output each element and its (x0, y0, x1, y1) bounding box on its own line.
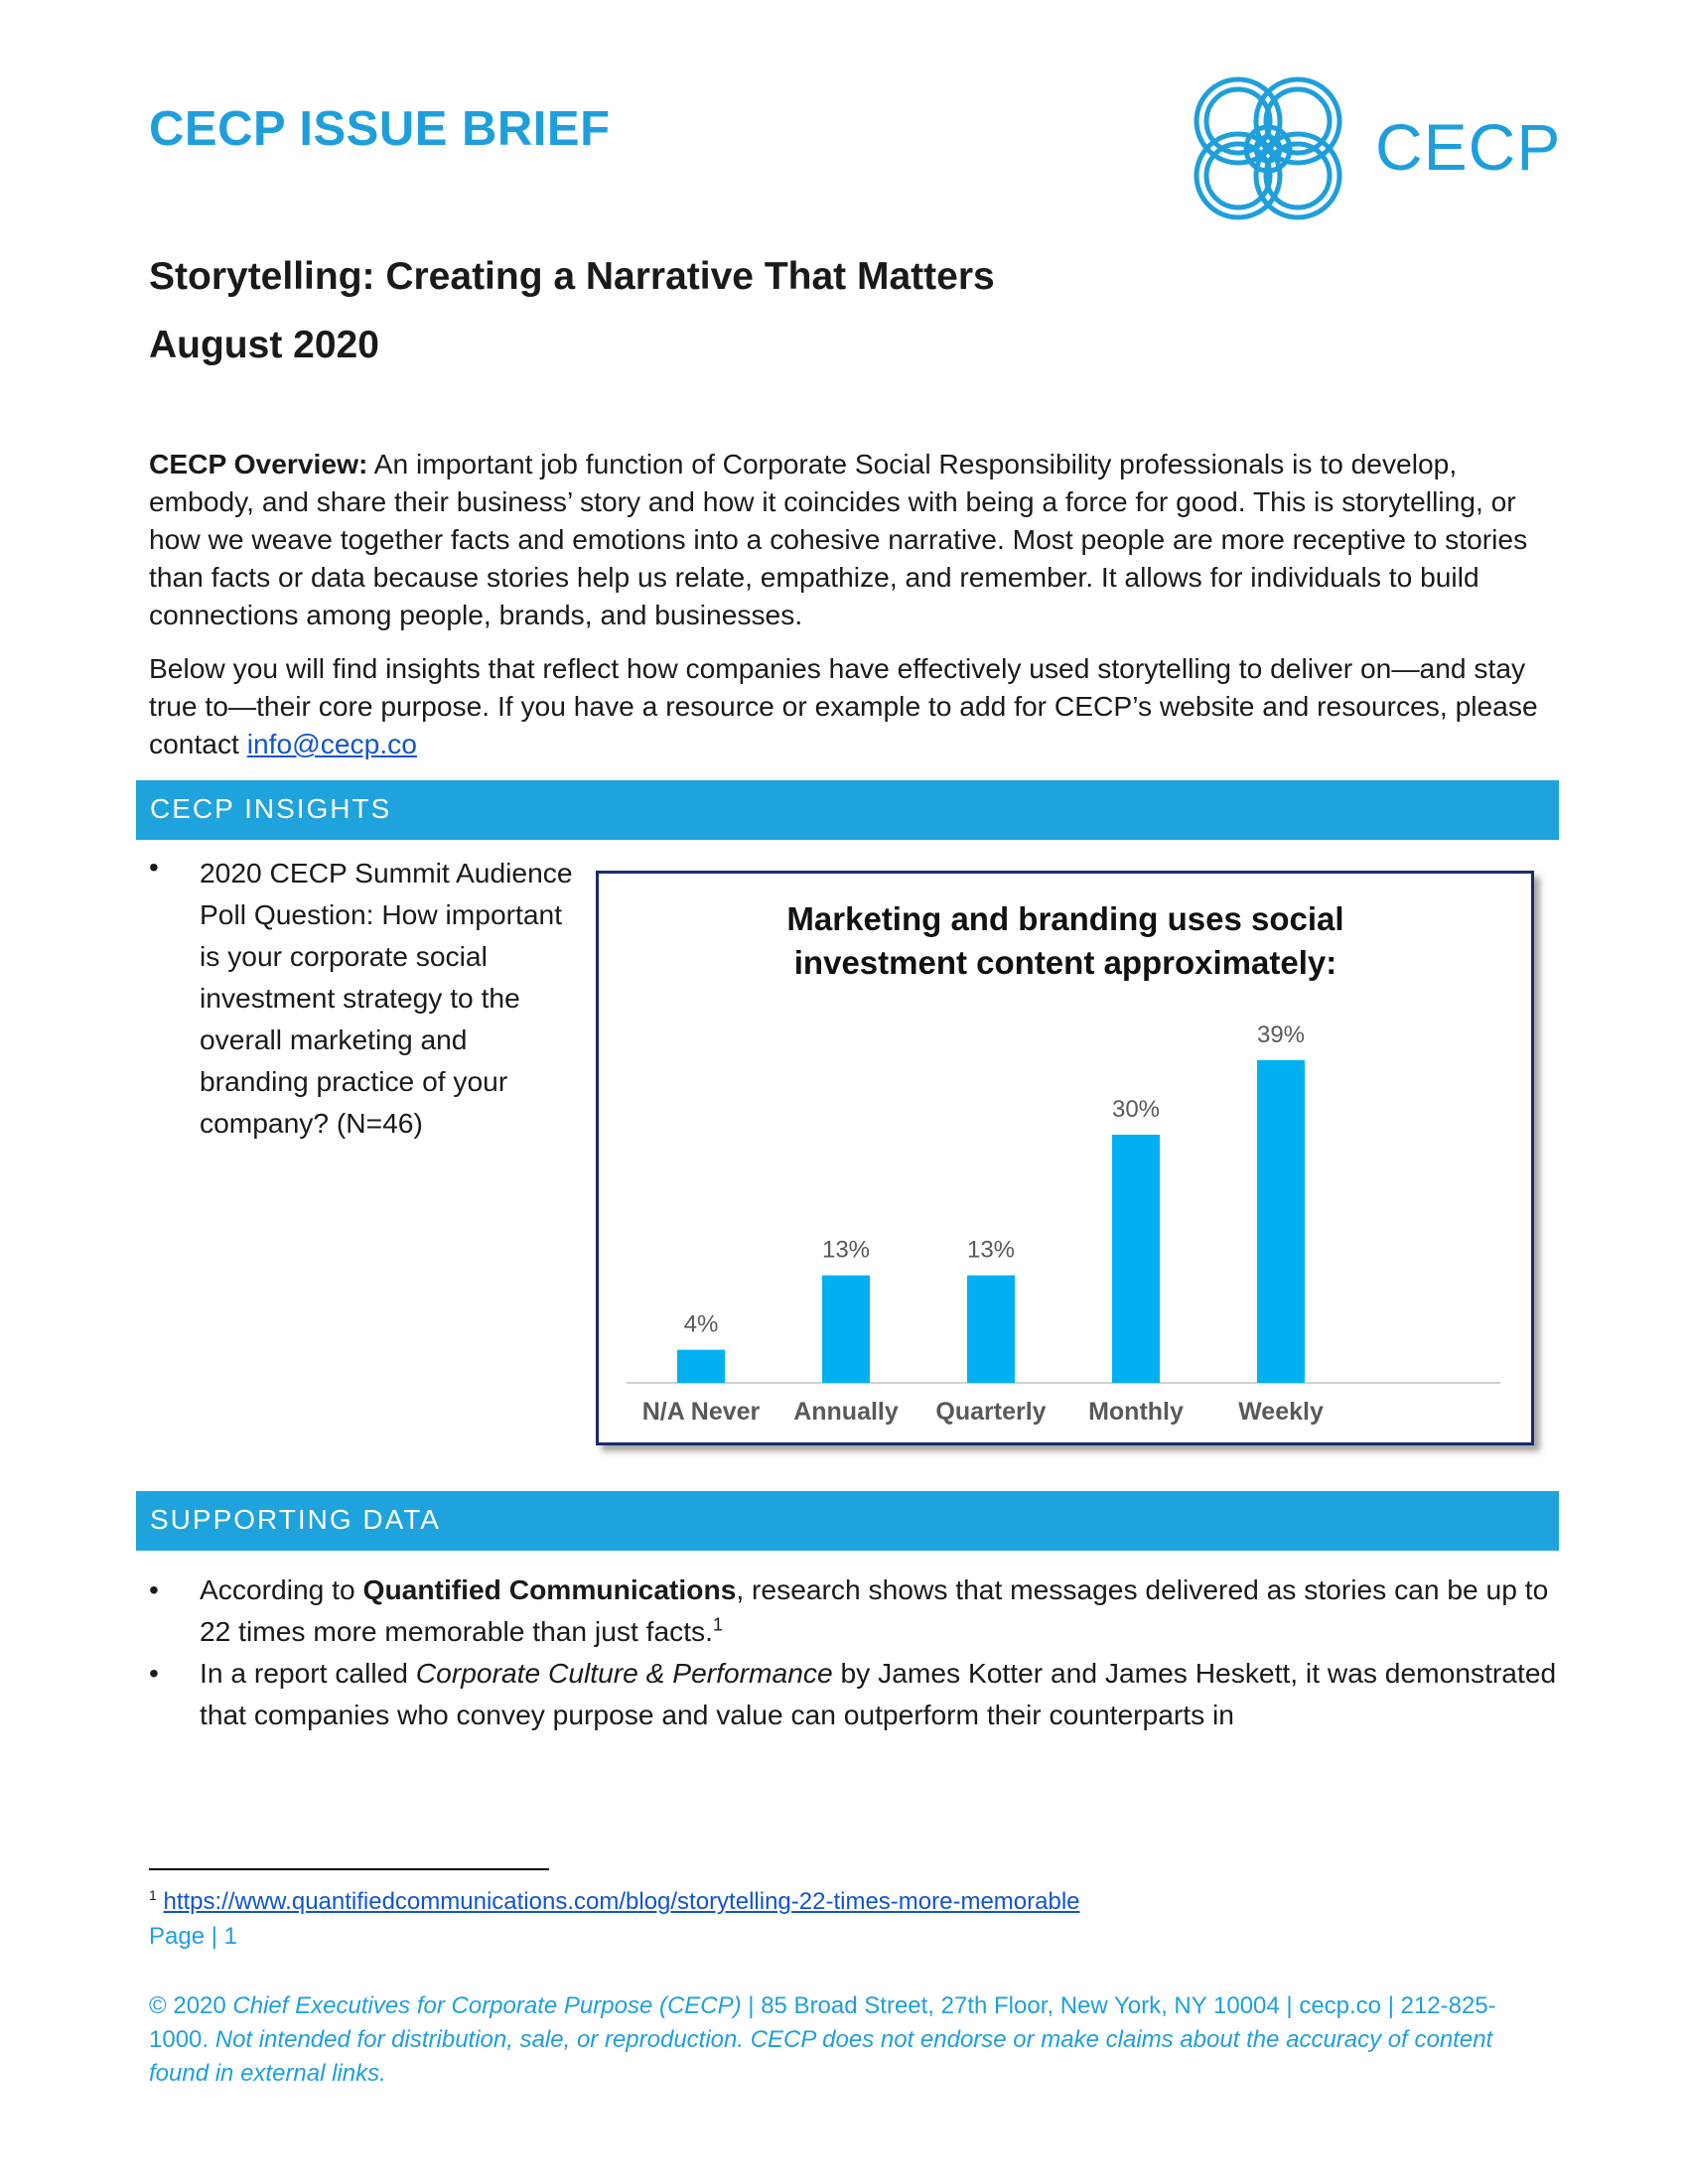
item-text: According to (200, 1573, 363, 1605)
bullet-icon: • (149, 852, 159, 883)
chart-title-line-2: investment content approximately: (793, 944, 1337, 981)
footer-address: | 85 Broad Street, 27th Floor, New York, NY 10004 | cecp.co | 212-825-1000. (149, 1992, 1496, 2053)
cecp-logo (1177, 62, 1360, 235)
x-tick-label: Weekly (1238, 1398, 1324, 1426)
x-tick-label: Quarterly (935, 1398, 1047, 1426)
chart-title-line-1: Marketing and branding uses social (786, 900, 1344, 937)
data-label: 13% (821, 1236, 871, 1264)
data-label: 39% (1256, 1022, 1306, 1048)
footnote-marker[interactable]: 1 (712, 1614, 723, 1635)
footer (149, 1989, 1539, 2091)
section-title-supporting-data: SUPPORTING DATA (150, 1504, 441, 1535)
footnote (149, 1888, 1080, 1916)
bullet-icon: • (149, 1657, 159, 1689)
list-item (149, 1652, 1559, 1735)
data-label: 13% (966, 1236, 1016, 1264)
bullet-icon: • (149, 1573, 159, 1605)
intro-paragraph (149, 649, 1559, 762)
list-item (149, 1569, 1559, 1652)
footer-disclaimer: Not intended for distribution, sale, or reproduction. CECP does not endorse or make claims about the accuracy of content found in external links. (149, 2026, 1493, 2087)
issue-brief-label: CECP ISSUE BRIEF (149, 102, 611, 156)
data-label: 30% (1111, 1096, 1161, 1123)
supporting-data-list (149, 1569, 1559, 1735)
section-title-insights: CECP INSIGHTS (150, 793, 392, 824)
item-text: In a report called (200, 1657, 416, 1689)
section-header-insights (136, 780, 1559, 840)
bar-n-a-never (677, 1350, 725, 1383)
contact-email-link[interactable]: info@cecp.co (246, 728, 417, 759)
bar-quarterly (967, 1276, 1015, 1383)
item-text: , research shows that messages delivered as stories can be up to 22 times more memorable than just facts. (200, 1573, 1549, 1647)
item-source: Quantified Communications (362, 1573, 737, 1605)
footer-org-name: Chief Executives for Corporate Purpose (CECP) (232, 1992, 742, 2019)
report-title: Corporate Culture & Performance (415, 1657, 833, 1689)
document-date: August 2020 (149, 324, 379, 366)
overview-label: CECP Overview: (149, 448, 368, 479)
cecp-logo-text: CECP (1375, 110, 1562, 184)
x-tick-label: Monthly (1088, 1398, 1184, 1426)
poll-question: 2020 CECP Summit Audience Poll Question: How important is your corporate social investment strategy to the overall marketing and branding practice of your company? (N=46) (200, 857, 573, 1139)
footer-copyright: © 2020 (149, 1992, 233, 2019)
bar-monthly (1112, 1135, 1160, 1383)
page-number: Page | 1 (149, 1923, 237, 1950)
overview-paragraph (149, 445, 1559, 633)
intro-text: Below you will find insights that reflect how companies have effectively used storytelling to deliver on—and stay true to—their core purpose. If you have a resource or example to add for CECP’s website and resources, please contact (149, 652, 1538, 759)
x-tick-label: N/A Never (641, 1398, 761, 1426)
bar-weekly (1257, 1060, 1305, 1383)
x-tick-label: Annually (793, 1398, 899, 1426)
section-header-supporting-data (136, 1491, 1559, 1551)
footnote-number: 1 (149, 1887, 157, 1903)
bar-chart (596, 871, 1534, 1445)
bar-annually (822, 1276, 870, 1383)
footnote-divider (149, 1868, 549, 1870)
data-label: 4% (683, 1310, 719, 1338)
footnote-link[interactable]: https://www.quantifiedcommunications.com/blog/storytelling-22-times-more-memorable (163, 1888, 1080, 1915)
chart-marks (642, 1022, 1324, 1426)
document-title: Storytelling: Creating a Narrative That Matters (149, 255, 995, 298)
chart-canvas (599, 874, 1531, 1442)
item-text: by James Kotter and James Heskett, it was demonstrated that companies who convey purpose and value can outperform their counterparts in (200, 1657, 1557, 1730)
overview-text: An important job function of Corporate Social Responsibility professionals is to develop, embody, and share their business’ story and how it coincides with being a force for good. This is storytelling, or how we weave together facts and emotions into a cohesive narrative. Most people are more receptive to stories than facts or data because stories help us relate, empathize, and remember. It allows for individuals to build connections among people, brands, and businesses. (149, 448, 1528, 630)
